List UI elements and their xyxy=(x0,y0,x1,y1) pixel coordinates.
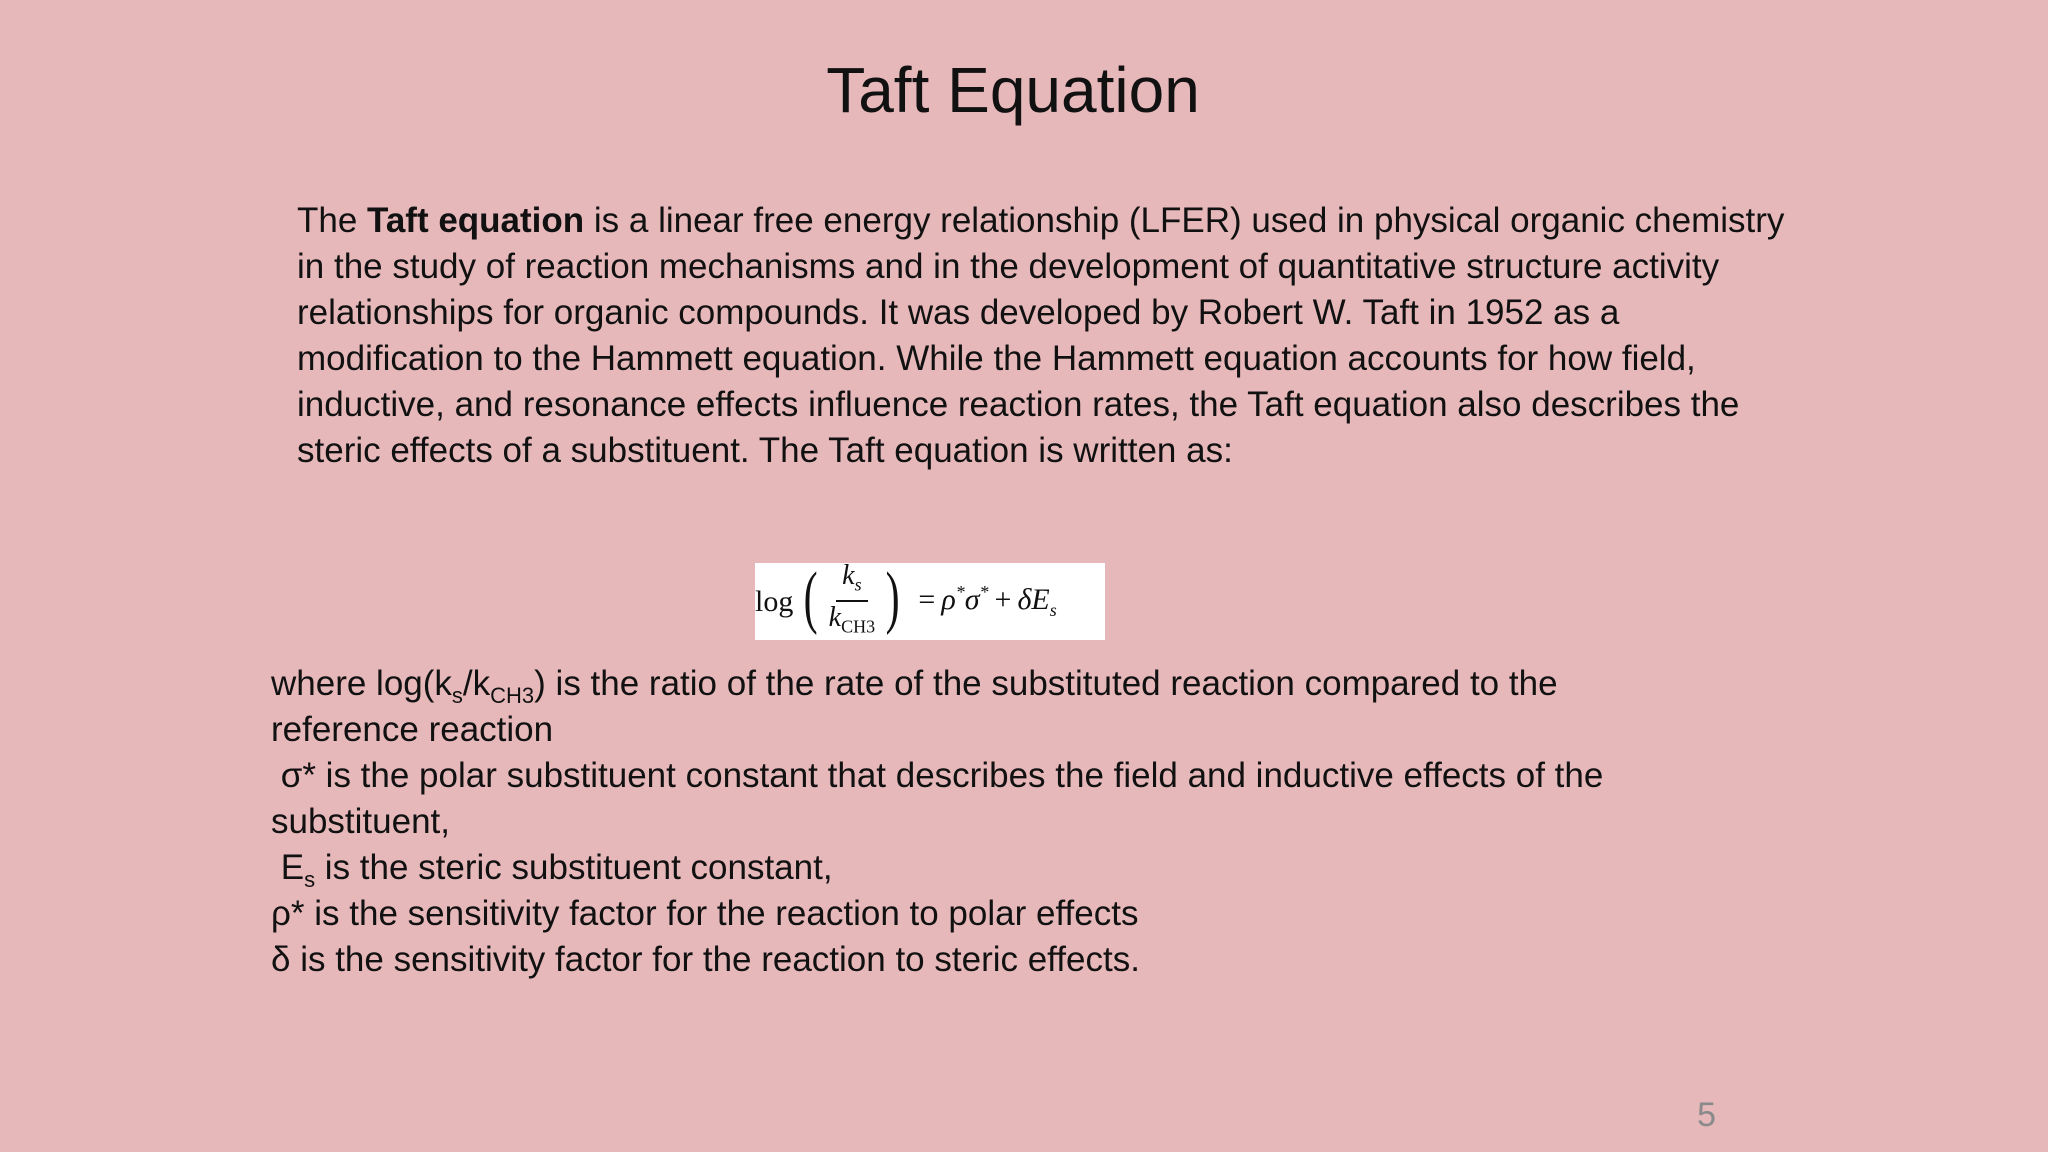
definition-sigma-cont: substituent, xyxy=(271,802,450,841)
definition-rho: ρ* is the sensitivity factor for the reaction to polar effects xyxy=(271,894,1139,933)
equation-numerator: $k_s$ xyxy=(836,561,867,602)
page-number: 5 xyxy=(1697,1096,1716,1134)
intro-term: Taft equation xyxy=(367,201,585,240)
definition-delta: δ is the sensitivity factor for the reaction to steric effects. xyxy=(271,940,1140,979)
taft-equation-image xyxy=(755,558,1105,640)
definition-ratio: where $\log(k_s/k_{CH3})$ is the ratio of the rate of the substituted reaction compared to the xyxy=(271,664,1558,708)
slide-title: Taft Equation xyxy=(826,54,1200,126)
equation-rhs: = $\rho^*\sigma^* + \delta E_s$ xyxy=(918,582,1057,620)
equation-log: log xyxy=(755,584,794,618)
intro-body: is a linear free energy relationship (LFER) used in physical organic chemistry in the study of reaction mechanisms and in the development of quantitative structure activity relationships for organic compounds. It was developed by Robert W. Taft in 1952 as a modification to the Hammett equation. While the Hammett equation accounts for how field, inductive, and resonance effects influence reaction rates, the Taft equation also describes the steric effects of a substituent. The Taft equation is written as: xyxy=(297,201,1785,470)
equation-left-paren: ( xyxy=(804,558,818,636)
equation-right-paren: ) xyxy=(885,558,900,636)
definition-ratio-cont: reference reaction xyxy=(271,710,554,749)
intro-paragraph xyxy=(297,198,1797,474)
equation-denominator: $k_{CH3}$ xyxy=(828,601,876,637)
definitions xyxy=(271,661,1721,983)
equation-fraction xyxy=(825,561,879,642)
definition-es: $E_s$ is the steric substituent constant, xyxy=(271,848,833,892)
definition-sigma: σ* is the polar substituent constant that describes the field and inductive effects of the xyxy=(271,756,1604,795)
intro-lead: The xyxy=(297,201,368,240)
